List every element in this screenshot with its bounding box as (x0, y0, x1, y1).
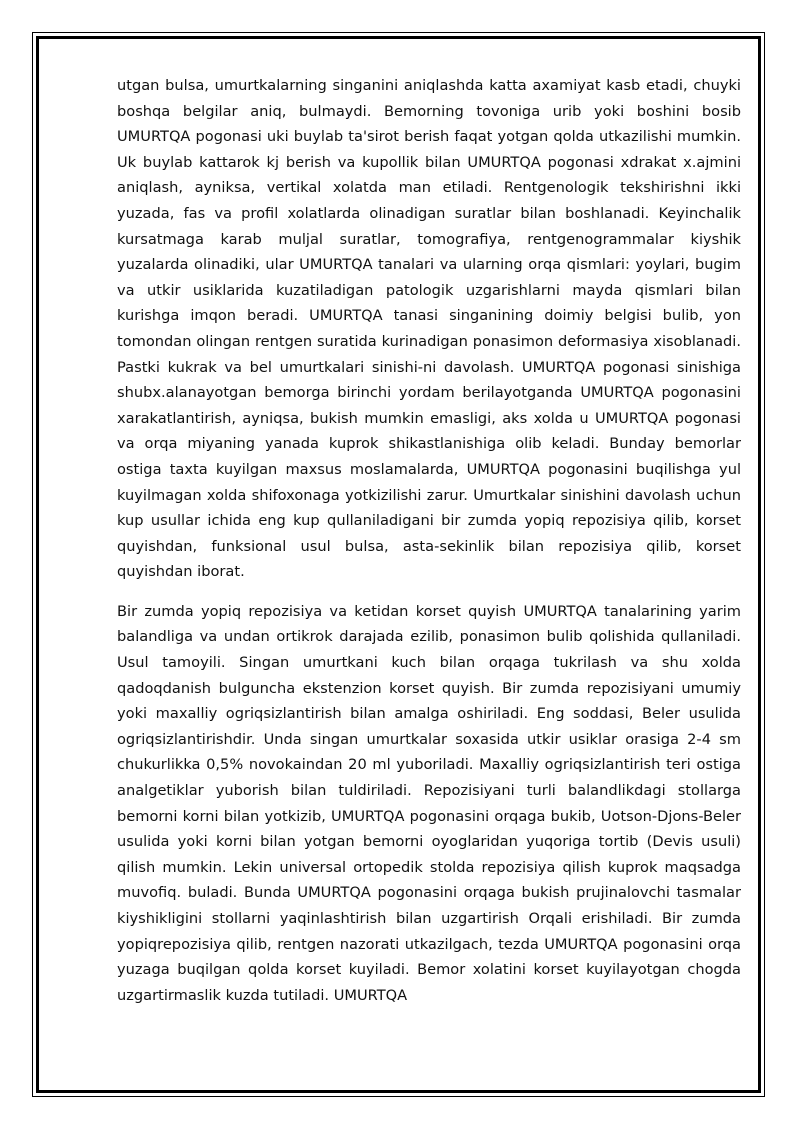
paragraph-2: Bir zumda yopiq repozisiya va ketidan korset quyish UMURTQA tanalarining yarim balandliga va undan ortikrok darajada ezilib, ponasimon bulib qolishida qullaniladi. Usul tamoyili. Singan umurtkani kuch bilan orqaga tukrilash va shu xolda qadoqdanish bulguncha ekstenzion korset quyish. Bir zumda repozisiyani umumiy yoki maxalliy ogriqsizlantirish bilan amalga oshiriladi. Eng soddasi, Beler usulida ogriqsizlantirishdir. Unda singan umurtkalar soxasida utkir usiklar orasiga 2-4 sm chukurlikka 0,5% novokaindan 20 ml yuboriladi. Maxalliy ogriqsizlantirish teri ostiga analgetiklar yuborish bilan tuldiriladi. Repozisiyani turli balandlikdagi stollarga bemorni korni bilan yotkizib, UMURTQA pogonasini orqaga bukib, Uotson-Djons-Beler usulida yoki korni bilan yotgan bemorni oyoglaridan yuqoriga tortib (Devis usuli) qilish mumkin. Lekin universal ortopedik stolda repozisiya qilish kuprok maqsadga muvofiq. buladi. Bunda UMURTQA pogonasini orqaga bukish prujinalovchi tasmalar kiyshikligini stollarni yaqinlashtirish bilan uzgartirish Orqali erishiladi. Bir zumda yopiqrepozisiya qilib, rentgen nazorati utkazilgach, tezda UMURTQA pogonasini orqa yuzaga buqilgan qolda korset kuyiladi. Bemor xolatini korset kuyilayotgan chogda uzgartirmaslik kuzda tutiladi. UMURTQA (117, 602, 741, 1004)
paragraph-1: utgan bulsa, umurtkalarning singanini aniqlashda katta axamiyat kasb etadi, chuyki boshqa belgilar aniq, bulmaydi. Bemorning tovoniga urib yoki boshini bosib UMURTQA pogonasi uki buylab ta'sirot berish faqat yotgan qolda utkazilishi mumkin. Uk buylab kattarok kj berish va kupollik bilan UMURTQA pogonasi xdrakat x.ajmini aniqlash, ayniksa, vertikal xolatda man etiladi. Rentgenologik tekshirishni ikki yuzada, fas va profil xolatlarda olinadigan suratlar bilan boshlanadi. Keyinchalik kursatmaga karab muljal suratlar, tomografiya, rentgenogrammalar kiyshik yuzalarda olinadiki, ular UMURTQA tanalari va ularning orqa qismlari: yoylari, bugim va utkir usiklarida kuzatiladigan patologik uzgarishlarni mayda qismlari bilan kurishga imqon beradi. UMURTQA tanasi singanining doimiy belgisi bulib, yon tomondan olingan rentgen suratida kurinadigan ponasimon deformasiya xisoblanadi. Pastki kukrak va bel umurtkalari sinishi-ni davolash. UMURTQA pogonasi sinishiga shubx.alanayotgan bemorga birinchi yordam berilayotganda UMURTQA pogonasini xarakatlantirish, ayniqsa, bukish mumkin emasligi, aks xolda u UMURTQA pogonasi va orqa miyaning yanada kuprok shikastlanishiga olib keladi. Bunday bemorlar ostiga taxta kuyilgan maxsus moslamalarda, UMURTQA pogonasini buqilishga yul kuyilmagan xolda shifoxonaga yotkizilishi zarur. Umurtkalar sinishini davolash uchun kup usullar ichida eng kup qullaniladigani bir zumda yopiq repozisiya qilib, korset quyishdan, funksional usul bulsa, asta-sekinlik bilan repozisiya qilib, korset quyishdan iborat. (117, 77, 741, 581)
document-body (117, 73, 741, 1008)
